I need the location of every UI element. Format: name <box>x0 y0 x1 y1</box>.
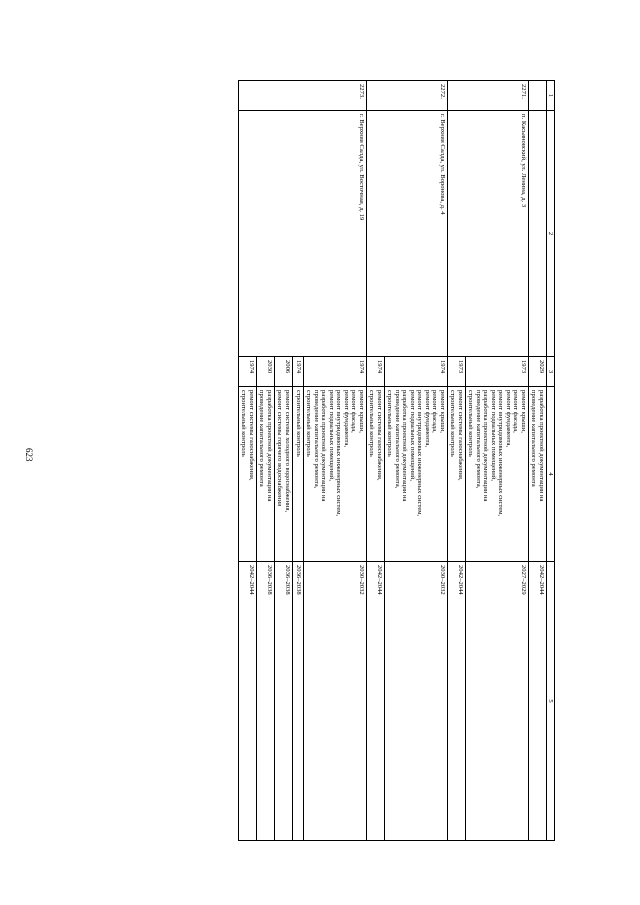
work-line: строительный контроль <box>449 390 457 457</box>
work-line: ремонт внутридомовых инженерных систем, <box>416 390 424 517</box>
column-number: 2 <box>547 111 555 357</box>
work-line: ремонт подвальных помещений, <box>409 390 416 481</box>
column-number: 1 <box>547 81 555 111</box>
year-cell: 2029 <box>529 357 547 387</box>
period-cell: 2036–2038 <box>275 562 293 841</box>
table-row <box>529 81 547 841</box>
work-line: ремонт подвальных помещений, <box>328 390 335 481</box>
work-line: ремонт фундамента, <box>343 390 350 448</box>
row-number-cell: 2271. <box>448 81 529 111</box>
work-line: проведение капитального ремонта <box>258 390 266 487</box>
year-cell: 2006 <box>275 357 293 387</box>
works-cell <box>466 387 529 562</box>
year-cell: 1974 <box>367 357 385 387</box>
work-line: ремонт фасада, <box>350 390 358 433</box>
work-line: разработка проектной документации на <box>266 390 273 502</box>
work-line: ремонт крыши, <box>439 390 446 433</box>
address-cell <box>529 111 547 357</box>
work-line: ремонт подвальных помещений, <box>490 390 497 481</box>
year-cell: 1973 <box>448 357 466 387</box>
page-number: 623 <box>24 448 34 462</box>
work-line: строительный контроль <box>305 390 313 457</box>
table-row <box>466 81 529 841</box>
table-row <box>385 81 448 841</box>
work-line: ремонт фундамента, <box>505 390 512 448</box>
works-cell <box>367 387 385 562</box>
works-cell <box>448 387 466 562</box>
period-cell: 2042–2044 <box>529 562 547 841</box>
work-line: разработка проектной документации на <box>401 390 409 502</box>
column-number-row <box>547 81 555 841</box>
work-line: ремонт фасада, <box>512 390 520 433</box>
period-cell: 2042–2044 <box>448 562 466 841</box>
period-cell: 2042–2044 <box>239 562 257 841</box>
address-cell: г. Верхняя Салда, ул. Воронова, д. 4 <box>367 111 448 357</box>
work-line: строительный контроль <box>295 390 302 457</box>
period-cell: 2030–2032 <box>304 562 367 841</box>
work-line: ремонт крыши, <box>358 390 365 433</box>
work-line: проведение капитального ремонта, <box>394 390 401 489</box>
work-line: ремонт системы холодного водоснабжения, <box>284 390 291 513</box>
work-line: строительный контроль <box>240 390 248 457</box>
works-cell <box>239 387 257 562</box>
work-line: ремонт системы газоснабжения, <box>376 390 383 481</box>
works-cell <box>293 387 304 562</box>
work-line: ремонт фундамента, <box>424 390 431 448</box>
works-cell <box>304 387 367 562</box>
work-line: проведение капитального ремонта, <box>313 390 320 489</box>
table-row <box>304 81 367 841</box>
work-line: разработка проектной документации на <box>538 390 545 502</box>
work-line: ремонт внутридомовых инженерных систем, <box>497 390 505 517</box>
work-line: ремонт системы газоснабжения, <box>457 390 464 481</box>
work-line: ремонт крыши, <box>520 390 527 433</box>
year-cell: 1974 <box>385 357 448 387</box>
work-line: строительный контроль <box>386 390 394 457</box>
period-cell: 2027–2029 <box>466 562 529 841</box>
year-cell: 1974 <box>304 357 367 387</box>
work-line: строительный контроль <box>467 390 475 457</box>
year-cell: 1974 <box>293 357 304 387</box>
period-cell: 2030–2032 <box>385 562 448 841</box>
works-cell <box>385 387 448 562</box>
address-cell: п. Касьяновский, ул. Ленина, д. 3 <box>448 111 529 357</box>
work-line: строительный контроль <box>368 390 376 457</box>
column-number: 3 <box>547 357 555 387</box>
column-number: 4 <box>547 387 555 562</box>
period-cell: 2036–2038 <box>257 562 275 841</box>
capital-repair-table <box>238 80 555 841</box>
works-cell <box>275 387 293 562</box>
work-line: ремонт фасада, <box>431 390 439 433</box>
year-cell: 1974 <box>239 357 257 387</box>
year-cell: 1973 <box>466 357 529 387</box>
work-line: ремонт системы газоснабжения, <box>248 390 255 481</box>
address-cell: г. Верхняя Салда, ул. Восточная, д. 19 <box>239 111 367 357</box>
column-number: 5 <box>547 562 555 841</box>
work-line: ремонт системы горячего водоснабжения <box>276 390 284 507</box>
rotated-page-content <box>87 80 555 840</box>
row-number-cell: 2272. <box>367 81 448 111</box>
works-cell <box>257 387 275 562</box>
row-number-cell <box>529 81 547 111</box>
works-cell <box>529 387 547 562</box>
work-line: проведение капитального ремонта <box>530 390 538 487</box>
work-line: разработка проектной документации на <box>320 390 328 502</box>
work-line: проведение капитального ремонта, <box>475 390 482 489</box>
year-cell: 2030 <box>257 357 275 387</box>
work-line: ремонт внутридомовых инженерных систем, <box>335 390 343 517</box>
work-line: разработка проектной документации на <box>482 390 490 502</box>
period-cell: 2036–2038 <box>293 562 304 841</box>
period-cell: 2042–2044 <box>367 562 385 841</box>
row-number-cell: 2273. <box>239 81 367 111</box>
